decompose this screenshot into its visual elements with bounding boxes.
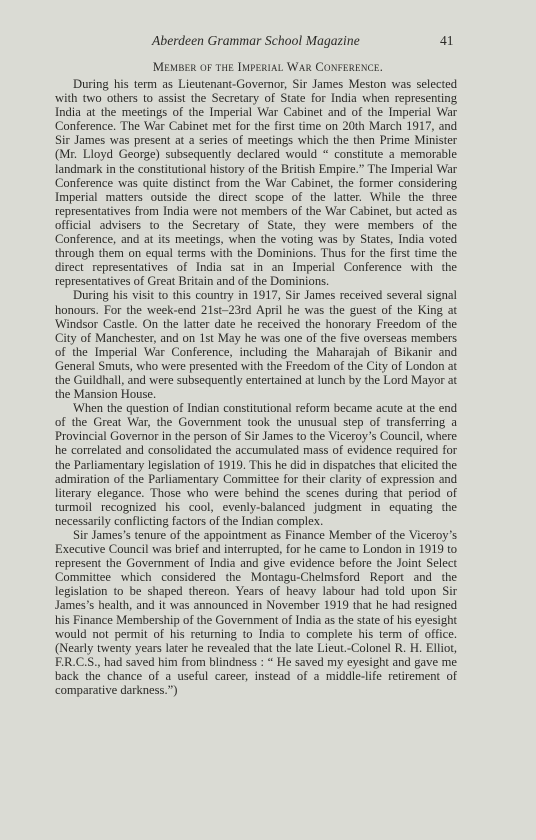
- paragraph-imperial-war-conference: During his term as Lieutenant-Governor, Sir James Meston was selected with two others to assist the Secretary of State for India when representing India at the meetings of the Imperial War Cabinet and of the Imperial War Conference. The War Cabinet met for the first time on 20th March 1917, and Sir James was present at a series of meetings which the then Prime Minister (Mr. Lloyd George) subsequently declared would “ constitute a memorable landmark in the constitutional history of the British Empire.” The Imperial War Conference was quite distinct from the War Cabinet, the former considering Imperial matters outside the direct scope of the latter. While the three representatives from India were not members of the War Cabinet, but acted as official advisers to the Secretary of State, they were members of the Conference, and at its meetings, when the voting was by States, India voted through them on equal terms with the Dominions. Thus for the first time the direct representatives of India sat in an Imperial Conference with the representatives of Great Britain and of the Dominions.: [55, 77, 457, 289]
- running-head: [0, 33, 536, 53]
- page-number: 41: [440, 33, 454, 48]
- paragraph-constitutional-reform: When the question of Indian constitutional reform became acute at the end of the Great War, the Government took the unusual step of transferring a Provincial Governor in the person of Sir James to the Viceroy’s Council, where he correlated and consolidated the accumulated mass of evidence required for the Parliamentary legislation of 1919. This he did in dispatches that elicited the admiration of the Parliamentary Committee for their clarity of expression and literary elegance. Those who were behind the scenes during that period of turmoil recognized his cool, evenly-balanced judgment in equating the necessarily conflicting factors of the Indian complex.: [55, 401, 457, 528]
- paragraph-honours-1917: During his visit to this country in 1917, Sir James received several signal honours. For the week-end 21st–23rd April he was the guest of the King at Windsor Castle. On the latter date he received the honorary Freedom of the City of Manchester, and on 1st May he was one of the five overseas members of the Imperial War Conference, including the Maharajah of Bikanir and General Smuts, who were presented with the Freedom of the City of London at the Guildhall, and were subsequently entertained at lunch by the Lord Mayor at the Mansion House.: [55, 288, 457, 402]
- article-body: [55, 77, 457, 697]
- section-heading: Member of the Imperial War Conference.: [152, 60, 384, 74]
- journal-title: Aberdeen Grammar School Magazine: [152, 33, 360, 48]
- paragraph-finance-member: Sir James’s tenure of the appointment as Finance Member of the Viceroy’s Executive Council was brief and interrupted, for he came to London in 1919 to represent the Government of India and give evidence before the Joint Select Committee which considered the Montagu-Chelmsford Report and the legislation to be shaped thereon. Years of heavy labour had told upon Sir James’s health, and it was announced in November 1919 that he had resigned his Finance Membership of the Government of India as the state of his eyesight would not permit of his returning to India to complete his term of office. (Nearly twenty years later he revealed that the late Lieut.-Colonel R. H. Elliot, F.R.C.S., had saved him from blindness : “ He saved my eyesight and gave me back the chance of a useful career, instead of a middle-life retirement of comparative darkness.”): [55, 528, 457, 698]
